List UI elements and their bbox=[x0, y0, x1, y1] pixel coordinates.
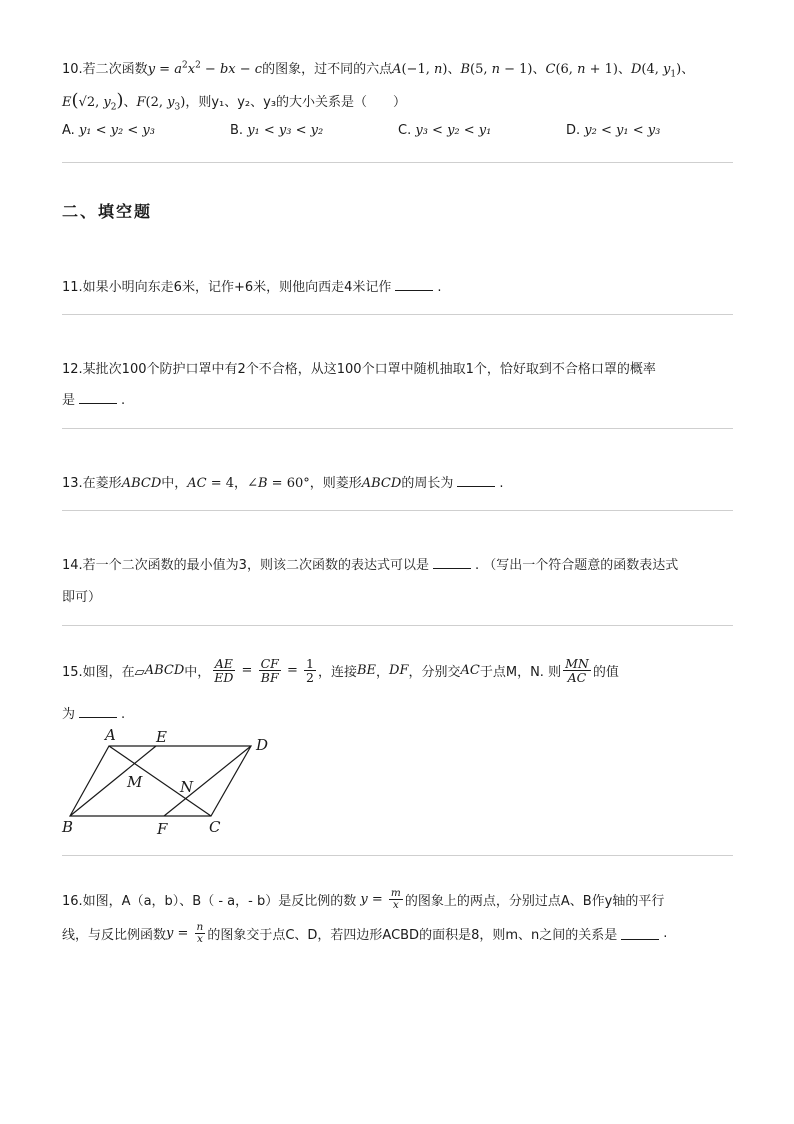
parallelogram-figure bbox=[56, 724, 286, 840]
section-heading: 二、填空题 bbox=[62, 202, 153, 221]
answer-blank[interactable] bbox=[395, 279, 433, 291]
q12-line1: 12.某批次100个防护口罩中有2个不合格，从这100个口罩中随机抽取1个，恰好取到不合格口罩的概率 bbox=[62, 362, 656, 377]
answer-blank[interactable] bbox=[457, 475, 495, 487]
segment-df bbox=[164, 746, 251, 816]
label-c: C bbox=[209, 818, 221, 836]
fraction-one-half: $\frac{1}{2}$ bbox=[306, 656, 314, 686]
answer-blank[interactable] bbox=[79, 392, 117, 404]
q15-line2: 为 . bbox=[62, 707, 126, 722]
label-b: B bbox=[62, 818, 74, 836]
divider bbox=[62, 625, 733, 626]
answer-blank[interactable] bbox=[433, 557, 471, 569]
fraction-m-over-x: $\frac{m}{x}$ bbox=[390, 887, 401, 912]
q15-line1: 15.如图，在▱ ABCD 中， $\frac{AE}{ED}$ = $\frac{CF}{BF}$ = $\frac{1}{2}$ ，连接 BE ， DF ，分别交 AC 于点M，N. 则 $\frac{MN}{AC}$ 的值 bbox=[62, 656, 619, 686]
answer-blank[interactable] bbox=[79, 706, 117, 718]
q14-line1: 14.若一个二次函数的最小值为3，则该二次函数的表达式可以是 . （写出一个符合题意的函数表达式 bbox=[62, 558, 679, 573]
diagonal-ac bbox=[109, 746, 211, 816]
fraction-mn-ac: $\frac{MN}{AC}$ bbox=[565, 656, 589, 686]
divider bbox=[62, 855, 733, 856]
label-n: N bbox=[180, 778, 194, 796]
q13: 13.在菱形ABCD中，AC = 4，∠B = 60°，则菱形ABCD的周长为 . bbox=[62, 476, 504, 491]
q10-function: y bbox=[147, 62, 156, 77]
q10-line1: 10.若二次函数$y = a^2x^2$ − bx − c的图象，过不同的六点A(−1, n)、B(5, n − 1)、C(6, n + 1)、D(4, $y_1$)、 bbox=[62, 60, 695, 80]
divider bbox=[62, 510, 733, 511]
q16-line1: 16.如图，A（a，b）、B（ - a，- b）是反比例的数 y = $\frac{m}{x}$ 的图象上的两点，分别过点A、B作y轴的平行 bbox=[62, 887, 665, 912]
fraction-cf-bf: $\frac{CF}{BF}$ bbox=[260, 656, 279, 686]
q10-line2: E(√2, $y_2$)、F(2, $y_3$)，则y₁、y₂、y₃的大小关系是（ ） bbox=[62, 90, 407, 113]
q10-option-c[interactable]: C. y₃ < y₂ < y₁ bbox=[398, 123, 492, 138]
label-f: F bbox=[157, 820, 168, 838]
q16-line2: 线，与反比例函数 y = $\frac{n}{x}$ 的图象交于点C、D，若四边形ACBD的面积是8，则m、n之间的关系是 . bbox=[62, 921, 668, 946]
divider bbox=[62, 162, 733, 163]
fraction-n-over-x: $\frac{n}{x}$ bbox=[196, 921, 204, 946]
divider bbox=[62, 314, 733, 315]
fraction-ae-ed: $\frac{AE}{ED}$ bbox=[214, 656, 234, 686]
q10-points: A bbox=[392, 62, 402, 77]
q10-option-d[interactable]: D. y₂ < y₁ < y₃ bbox=[566, 123, 661, 138]
q11: 11.如果小明向东走6米，记作+6米，则他向西走4米记作 . bbox=[62, 280, 442, 295]
q12-line2: 是 . bbox=[62, 393, 126, 408]
label-a: A bbox=[105, 726, 116, 744]
divider bbox=[62, 428, 733, 429]
label-e: E bbox=[156, 728, 167, 746]
q10-option-a[interactable]: A. y₁ < y₂ < y₃ bbox=[62, 123, 155, 138]
q14-line2: 即可） bbox=[62, 590, 102, 605]
segment-be bbox=[70, 746, 156, 816]
q10-option-b[interactable]: B. y₁ < y₃ < y₂ bbox=[230, 123, 324, 138]
answer-blank[interactable] bbox=[621, 928, 659, 940]
label-m: M bbox=[127, 773, 143, 791]
label-d: D bbox=[256, 736, 269, 754]
